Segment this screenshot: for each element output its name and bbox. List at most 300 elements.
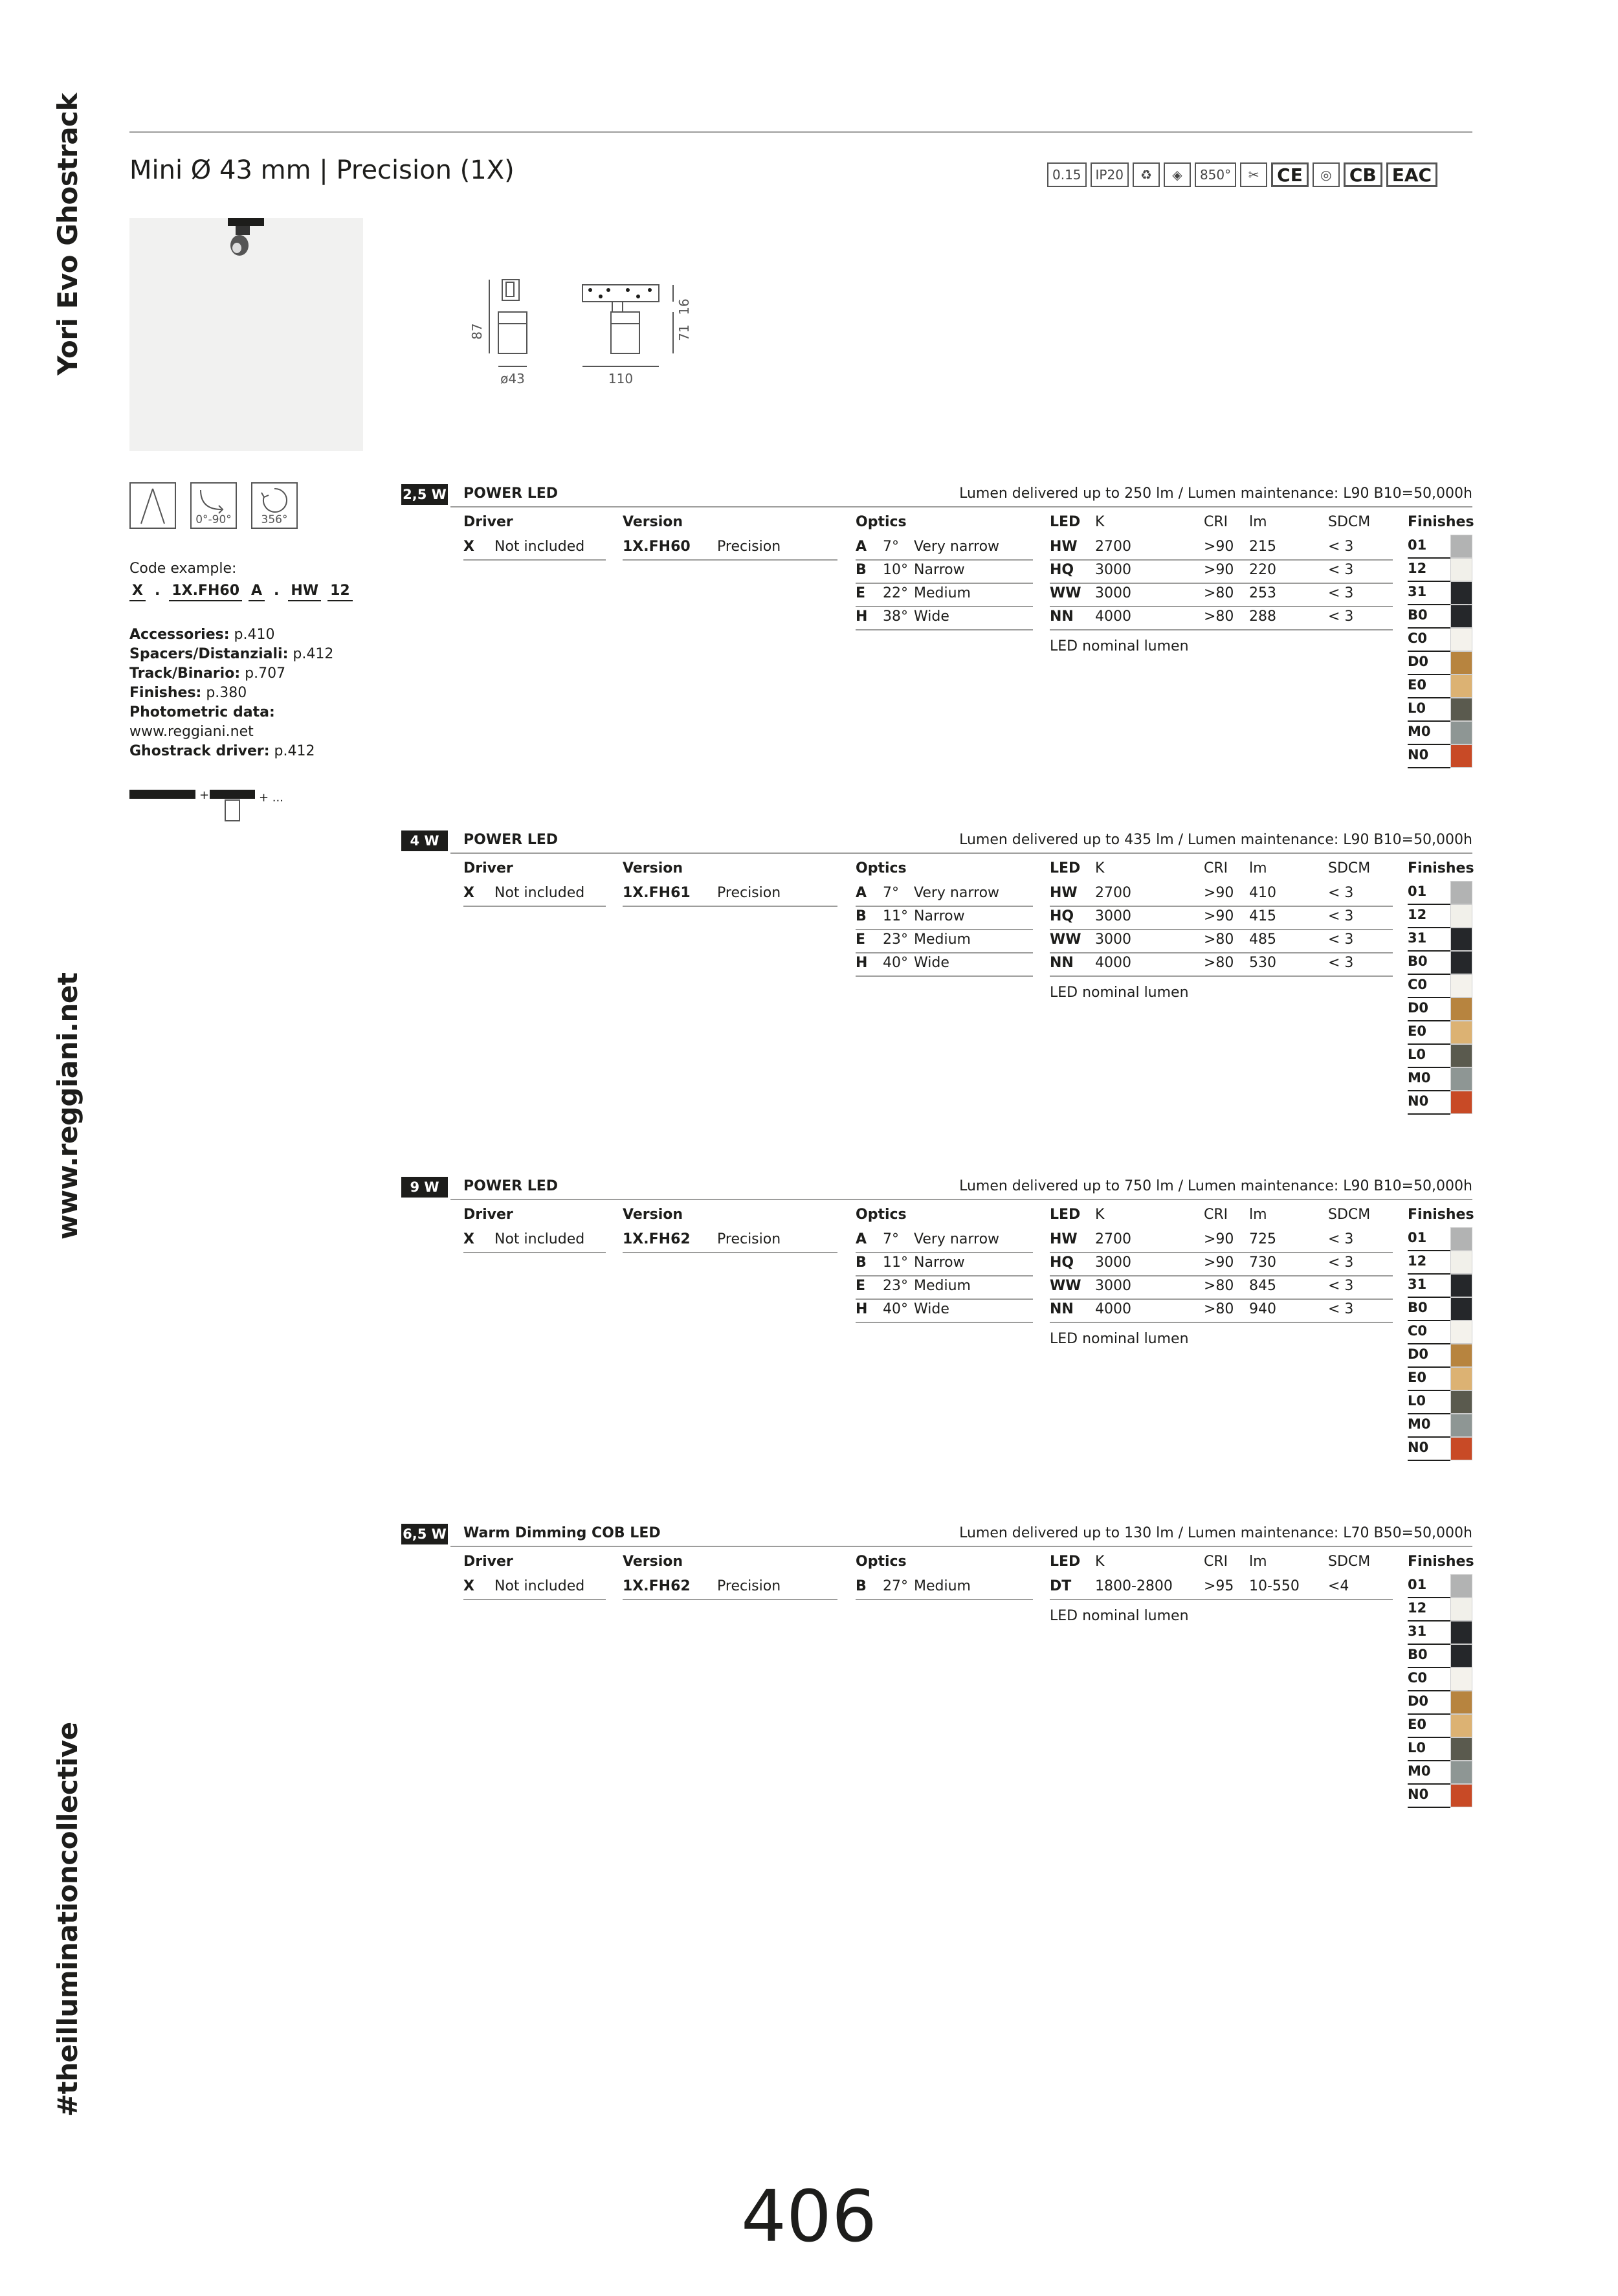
power-badge: 6,5 W: [401, 1524, 448, 1544]
finish-code: L0: [1408, 1047, 1426, 1062]
led-sdcm: < 3: [1328, 539, 1354, 555]
header-led: LED: [1050, 514, 1081, 530]
finish-swatch: [1450, 1761, 1472, 1784]
finish-code: D0: [1408, 1693, 1429, 1709]
led-rule: [1050, 929, 1393, 930]
header-sdcm: SDCM: [1328, 1207, 1371, 1223]
header-version: Version: [623, 860, 683, 876]
page-number: 406: [741, 2175, 877, 2258]
finish-swatch: [1450, 1737, 1472, 1761]
finish-code: 31: [1408, 1623, 1427, 1639]
optic-angle: 23°: [883, 1278, 908, 1294]
driver-code: X: [463, 885, 474, 901]
certification-icon: ◈: [1164, 162, 1191, 187]
reference-value: p.412: [269, 743, 315, 759]
header-lm: lm: [1249, 860, 1267, 876]
feature-icons: [129, 482, 298, 529]
led-cri: >90: [1204, 539, 1234, 555]
rotation-label: 356°: [261, 513, 288, 526]
reference-line: [129, 742, 333, 761]
led-sdcm: < 3: [1328, 885, 1354, 901]
finish-code: L0: [1408, 1740, 1426, 1755]
finish-code: E0: [1408, 1023, 1426, 1039]
spotlight-icon: [129, 218, 363, 451]
finish-swatch: [1450, 535, 1472, 558]
certification-icon: 850°: [1195, 162, 1236, 187]
led-k: 2700: [1095, 539, 1131, 555]
led-nominal-note: LED nominal lumen: [1050, 638, 1189, 654]
led-k: 3000: [1095, 1278, 1131, 1294]
header-version: Version: [623, 1207, 683, 1223]
finish-item: [1408, 1044, 1472, 1067]
finish-code: 12: [1408, 1600, 1427, 1616]
version-name: Precision: [717, 1578, 781, 1594]
optic-name: Very narrow: [914, 885, 1000, 901]
reference-line: [129, 684, 333, 703]
power-badge: 2,5 W: [401, 484, 448, 505]
header-cri: CRI: [1204, 860, 1228, 876]
led-cri: >90: [1204, 1231, 1234, 1247]
led-cri: >95: [1204, 1578, 1234, 1594]
finish-item: [1408, 1344, 1472, 1367]
led-cri: >80: [1204, 931, 1234, 948]
led-rule: [1050, 606, 1393, 607]
optic-name: Medium: [914, 931, 971, 948]
finish-item: [1408, 928, 1472, 951]
finish-code: E0: [1408, 1370, 1426, 1385]
header-finishes: Finishes: [1408, 1207, 1474, 1223]
reference-line: [129, 645, 333, 664]
finish-code: 31: [1408, 584, 1427, 599]
led-code: NN: [1050, 608, 1074, 625]
driver-code: X: [463, 1578, 474, 1594]
version-name: Precision: [717, 885, 781, 901]
led-cri: >80: [1204, 955, 1234, 971]
header-finishes: Finishes: [1408, 1554, 1474, 1570]
led-code: WW: [1050, 1278, 1081, 1294]
optic-rule: [856, 559, 1033, 561]
finish-code: D0: [1408, 1000, 1429, 1016]
optic-name: Very narrow: [914, 539, 1000, 555]
optic-rule: [856, 1275, 1033, 1276]
finish-swatch: [1450, 1227, 1472, 1251]
finish-item: [1408, 1251, 1472, 1274]
finish-code: E0: [1408, 1717, 1426, 1732]
certification-icon: CB: [1344, 162, 1382, 187]
product-block: [401, 1177, 1472, 1481]
finish-code: D0: [1408, 654, 1429, 669]
finish-swatch: [1450, 1390, 1472, 1414]
finish-code: 01: [1408, 537, 1427, 553]
led-k: 3000: [1095, 562, 1131, 578]
optic-code: B: [856, 1254, 867, 1271]
finish-swatch: [1450, 605, 1472, 628]
header-driver: Driver: [463, 860, 513, 876]
finish-code: 12: [1408, 1253, 1427, 1269]
header-cri: CRI: [1204, 1554, 1228, 1570]
finish-code: N0: [1408, 1093, 1429, 1109]
lumen-info: Lumen delivered up to 435 lm / Lumen maintenance: L90 B10=50,000h: [959, 832, 1472, 848]
finish-item: [1408, 1667, 1472, 1691]
header-version: Version: [623, 1554, 683, 1570]
finish-code: 31: [1408, 930, 1427, 946]
block-rule: [450, 1546, 1472, 1547]
reference-label: Track/Binario:: [129, 665, 241, 682]
finish-item: [1408, 1598, 1472, 1621]
optic-angle: 7°: [883, 539, 899, 555]
optic-name: Wide: [914, 608, 949, 625]
finish-swatch: [1450, 1297, 1472, 1321]
finish-item: [1408, 904, 1472, 928]
led-cri: >90: [1204, 562, 1234, 578]
header-k: K: [1095, 860, 1105, 876]
finish-code: M0: [1408, 1763, 1431, 1779]
led-lm: 288: [1249, 608, 1276, 625]
led-rule: [1050, 1252, 1393, 1253]
led-sdcm: < 3: [1328, 1231, 1354, 1247]
finish-item: [1408, 698, 1472, 721]
finish-item: [1408, 1737, 1472, 1761]
version-code: 1X.FH61: [623, 885, 691, 901]
optic-name: Narrow: [914, 1254, 965, 1271]
top-rule: [129, 131, 1472, 133]
finish-rule: [1408, 1807, 1450, 1808]
certification-icon: 0.15: [1047, 162, 1087, 187]
finish-item: [1408, 1714, 1472, 1737]
led-sdcm: < 3: [1328, 608, 1354, 625]
product-block: [401, 1524, 1472, 1828]
side-website: www.reggiani.net: [52, 972, 83, 1240]
led-rule: [1050, 906, 1393, 907]
optic-angle: 11°: [883, 908, 908, 924]
finish-code: 31: [1408, 1276, 1427, 1292]
header-cri: CRI: [1204, 1207, 1228, 1223]
optic-name: Medium: [914, 1278, 971, 1294]
version-name: Precision: [717, 1231, 781, 1247]
led-sdcm: < 3: [1328, 1254, 1354, 1271]
led-code: NN: [1050, 1301, 1074, 1317]
driver-name: Not included: [494, 1578, 585, 1594]
finish-code: C0: [1408, 630, 1428, 646]
certification-icon: ◎: [1313, 162, 1340, 187]
driver-rule: [463, 1599, 606, 1600]
finish-swatch: [1450, 974, 1472, 998]
led-code: NN: [1050, 955, 1074, 971]
header-driver: Driver: [463, 1554, 513, 1570]
led-code: HQ: [1050, 1254, 1074, 1271]
led-k: 4000: [1095, 1301, 1131, 1317]
led-lm: 940: [1249, 1301, 1276, 1317]
code-part: HW: [288, 583, 321, 601]
block-rule: [450, 853, 1472, 854]
led-rule: [1050, 583, 1393, 584]
finish-code: D0: [1408, 1346, 1429, 1362]
optic-code: A: [856, 539, 867, 555]
finish-code: M0: [1408, 1416, 1431, 1432]
version-rule: [623, 1252, 837, 1253]
finish-swatch: [1450, 721, 1472, 744]
finish-item: [1408, 951, 1472, 974]
finish-swatch: [1450, 1667, 1472, 1691]
led-lm: 485: [1249, 931, 1276, 948]
finish-item: [1408, 1091, 1472, 1114]
led-cri: >80: [1204, 1301, 1234, 1317]
led-cri: >80: [1204, 585, 1234, 601]
optic-rule: [856, 629, 1033, 630]
finish-code: C0: [1408, 977, 1428, 992]
led-type: POWER LED: [463, 485, 559, 502]
optic-angle: 38°: [883, 608, 908, 625]
optic-rule: [856, 975, 1033, 977]
finish-item: [1408, 881, 1472, 904]
optic-rule: [856, 606, 1033, 607]
optic-name: Wide: [914, 1301, 949, 1317]
reference-value: p.707: [240, 665, 286, 682]
led-sdcm: < 3: [1328, 562, 1354, 578]
header-sdcm: SDCM: [1328, 514, 1371, 530]
finish-swatch: [1450, 558, 1472, 581]
code-part: .: [274, 583, 280, 599]
led-type: POWER LED: [463, 1178, 559, 1194]
reference-label: Accessories:: [129, 627, 230, 643]
led-sdcm: < 3: [1328, 585, 1354, 601]
finish-item: [1408, 535, 1472, 558]
block-rule: [450, 506, 1472, 507]
led-code: HW: [1050, 539, 1078, 555]
led-k: 3000: [1095, 931, 1131, 948]
reference-label: Ghostrack driver:: [129, 743, 270, 759]
finish-swatch: [1450, 698, 1472, 721]
header-optics: Optics: [856, 1554, 907, 1570]
led-k: 3000: [1095, 908, 1131, 924]
finish-swatch: [1450, 1691, 1472, 1714]
led-sdcm: < 3: [1328, 1301, 1354, 1317]
finish-swatch: [1450, 674, 1472, 698]
led-nominal-note: LED nominal lumen: [1050, 985, 1189, 1001]
finish-item: [1408, 1574, 1472, 1598]
finish-item: [1408, 1621, 1472, 1644]
finish-swatch: [1450, 904, 1472, 928]
finish-item: [1408, 998, 1472, 1021]
power-badge: 9 W: [401, 1177, 448, 1198]
optic-rule: [856, 1322, 1033, 1323]
led-k: 3000: [1095, 1254, 1131, 1271]
led-lm: 215: [1249, 539, 1276, 555]
finish-item: [1408, 605, 1472, 628]
reference-line: [129, 625, 333, 645]
product-block: [401, 484, 1472, 788]
led-lm: 725: [1249, 1231, 1276, 1247]
optic-code: E: [856, 1278, 866, 1294]
led-sdcm: < 3: [1328, 955, 1354, 971]
technical-drawing: [453, 272, 712, 395]
optic-rule: [856, 1252, 1033, 1253]
lumen-info: Lumen delivered up to 130 lm / Lumen maintenance: L70 B50=50,000h: [959, 1525, 1472, 1541]
optic-code: B: [856, 908, 867, 924]
optic-rule: [856, 906, 1033, 907]
beam-icon: [129, 482, 176, 529]
led-k: 4000: [1095, 608, 1131, 625]
driver-rule: [463, 1252, 606, 1253]
driver-name: Not included: [494, 1231, 585, 1247]
header-led: LED: [1050, 1207, 1081, 1223]
header-optics: Optics: [856, 514, 907, 530]
led-type: Warm Dimming COB LED: [463, 1525, 661, 1541]
reference-value: p.380: [201, 685, 247, 701]
led-code: WW: [1050, 931, 1081, 948]
led-code: WW: [1050, 585, 1081, 601]
finish-swatch: [1450, 1274, 1472, 1297]
finish-swatch: [1450, 1598, 1472, 1621]
finish-swatch: [1450, 1067, 1472, 1091]
side-brand-title: Yori Evo Ghostrack: [52, 93, 83, 375]
driver-rule: [463, 559, 606, 561]
led-cri: >80: [1204, 1278, 1234, 1294]
finish-item: [1408, 1067, 1472, 1091]
optic-name: Medium: [914, 585, 971, 601]
finish-rule: [1408, 767, 1450, 768]
version-rule: [623, 559, 837, 561]
header-lm: lm: [1249, 514, 1267, 530]
led-type: POWER LED: [463, 832, 559, 848]
optic-angle: 7°: [883, 1231, 899, 1247]
finish-code: C0: [1408, 1670, 1428, 1686]
reference-label: Spacers/Distanziali:: [129, 646, 289, 662]
finish-item: [1408, 1691, 1472, 1714]
led-rule: [1050, 559, 1393, 561]
tilt-icon: [190, 482, 237, 529]
optic-code: B: [856, 1578, 867, 1594]
led-sdcm: <4: [1328, 1578, 1349, 1594]
finish-code: B0: [1408, 1300, 1428, 1315]
optic-name: Narrow: [914, 908, 965, 924]
led-sdcm: < 3: [1328, 931, 1354, 948]
optic-angle: 40°: [883, 955, 908, 971]
led-k: 4000: [1095, 955, 1131, 971]
optic-angle: 7°: [883, 885, 899, 901]
led-lm: 410: [1249, 885, 1276, 901]
optic-name: Narrow: [914, 562, 965, 578]
led-rule: [1050, 1298, 1393, 1300]
led-k: 3000: [1095, 585, 1131, 601]
header-sdcm: SDCM: [1328, 1554, 1371, 1570]
reference-label: Finishes:: [129, 685, 202, 701]
finish-code: 01: [1408, 1230, 1427, 1245]
optic-name: Wide: [914, 955, 949, 971]
optic-name: Medium: [914, 1578, 971, 1594]
optic-angle: 10°: [883, 562, 908, 578]
finish-rule: [1408, 1113, 1450, 1115]
optic-angle: 40°: [883, 1301, 908, 1317]
finish-swatch: [1450, 1021, 1472, 1044]
lumen-info: Lumen delivered up to 750 lm / Lumen maintenance: L90 B10=50,000h: [959, 1178, 1472, 1194]
header-lm: lm: [1249, 1207, 1267, 1223]
finish-code: E0: [1408, 677, 1426, 693]
led-code: HQ: [1050, 908, 1074, 924]
product-photo: [129, 218, 363, 451]
dim-diameter: ø43: [500, 371, 525, 386]
reference-line: [129, 722, 333, 742]
code-part: 1X.FH60: [169, 583, 242, 601]
finish-swatch: [1450, 1091, 1472, 1114]
certification-icons: [1047, 162, 1437, 187]
finish-code: N0: [1408, 1440, 1429, 1455]
optic-angle: 27°: [883, 1578, 908, 1594]
led-sdcm: < 3: [1328, 1278, 1354, 1294]
finish-code: M0: [1408, 1070, 1431, 1086]
led-code: HW: [1050, 885, 1078, 901]
led-k: 2700: [1095, 1231, 1131, 1247]
finish-item: [1408, 628, 1472, 651]
tilt-label: 0°-90°: [195, 513, 232, 526]
led-lm: 220: [1249, 562, 1276, 578]
optic-rule: [856, 929, 1033, 930]
side-hashtag: #theilluminationcollective: [52, 1722, 83, 2117]
header-led: LED: [1050, 1554, 1081, 1570]
header-lm: lm: [1249, 1554, 1267, 1570]
finish-swatch: [1450, 1321, 1472, 1344]
finish-swatch: [1450, 1621, 1472, 1644]
reference-line: [129, 703, 333, 722]
finish-item: [1408, 1321, 1472, 1344]
led-rule: [1050, 1599, 1393, 1600]
optic-rule: [856, 1298, 1033, 1300]
finish-code: N0: [1408, 1787, 1429, 1802]
finish-item: [1408, 1297, 1472, 1321]
finish-swatch: [1450, 651, 1472, 674]
led-cri: >80: [1204, 608, 1234, 625]
driver-code: X: [463, 1231, 474, 1247]
finish-code: 01: [1408, 1577, 1427, 1592]
header-driver: Driver: [463, 1207, 513, 1223]
driver-code: X: [463, 539, 474, 555]
code-part: 12: [327, 583, 353, 601]
version-code: 1X.FH60: [623, 539, 691, 555]
header-driver: Driver: [463, 514, 513, 530]
finish-item: [1408, 1021, 1472, 1044]
certification-icon: CE: [1271, 162, 1309, 187]
finish-item: [1408, 1437, 1472, 1460]
finish-code: C0: [1408, 1323, 1428, 1339]
reference-value: www.reggiani.net: [129, 724, 254, 740]
optic-angle: 22°: [883, 585, 908, 601]
finish-code: B0: [1408, 953, 1428, 969]
optic-code: E: [856, 931, 866, 948]
finish-swatch: [1450, 998, 1472, 1021]
lumen-info: Lumen delivered up to 250 lm / Lumen maintenance: L90 B10=50,000h: [959, 485, 1472, 502]
driver-rule: [463, 906, 606, 907]
driver-name: Not included: [494, 885, 585, 901]
finish-item: [1408, 1761, 1472, 1784]
finish-item: [1408, 1227, 1472, 1251]
optic-angle: 23°: [883, 931, 908, 948]
led-lm: 530: [1249, 955, 1276, 971]
header-led: LED: [1050, 860, 1081, 876]
certification-icon: ✂: [1240, 162, 1267, 187]
optic-angle: 11°: [883, 1254, 908, 1271]
led-cri: >90: [1204, 1254, 1234, 1271]
svg-text:+: +: [199, 788, 210, 802]
led-code: DT: [1050, 1578, 1072, 1594]
finish-rule: [1408, 1460, 1450, 1461]
driver-name: Not included: [494, 539, 585, 555]
finish-swatch: [1450, 1784, 1472, 1807]
led-cri: >90: [1204, 885, 1234, 901]
optic-code: B: [856, 562, 867, 578]
header-k: K: [1095, 1207, 1105, 1223]
finish-item: [1408, 581, 1472, 605]
reference-value: p.410: [229, 627, 275, 643]
